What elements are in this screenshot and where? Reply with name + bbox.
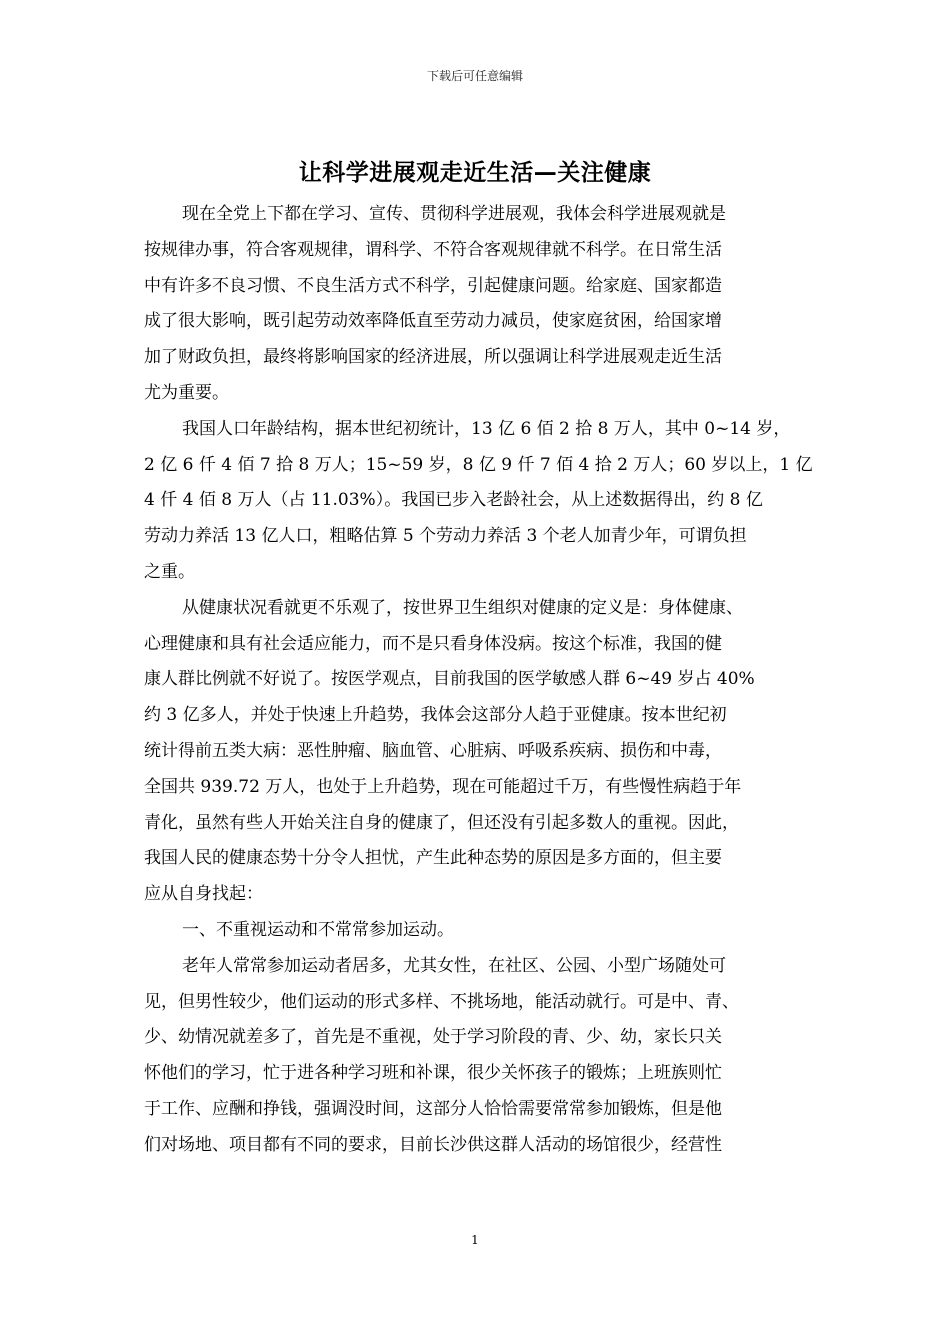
paragraph-line: 尤为重要。	[144, 382, 229, 403]
paragraph-line: 约 3 亿多人，并处于快速上升趋势，我体会这部分人趋于亚健康。按本世纪初	[144, 705, 727, 726]
paragraph-line: 们对场地、项目都有不同的要求，目前长沙供这群人活动的场馆很少，经营性	[144, 1134, 722, 1155]
paragraph-line: 加了财政负担，最终将影响国家的经济进展，所以强调让科学进展观走近生活	[144, 347, 722, 368]
paragraph-line: 于工作、应酬和挣钱，强调没时间，这部分人恰恰需要常常参加锻炼，但是他	[144, 1098, 722, 1119]
paragraph-line: 应从自身找起：	[144, 884, 263, 905]
paragraph-line: 少、幼情况就差多了，首先是不重视，处于学习阶段的青、少、幼，家长只关	[144, 1027, 722, 1048]
paragraph-line: 中有许多不良习惯、不良生活方式不科学，引起健康问题。给家庭、国家都造	[144, 275, 722, 296]
paragraph-line: 见，但男性较少，他们运动的形式多样、不挑场地，能活动就行。可是中、青、	[144, 991, 739, 1012]
paragraph-line: 统计得前五类大病：恶性肿瘤、脑血管、心脏病、呼吸系疾病、损伤和中毒，	[144, 740, 722, 761]
page-number: 1	[471, 1233, 479, 1247]
paragraph-line: 之重。	[144, 561, 195, 582]
paragraph-line: 现在全党上下都在学习、宣传、贯彻科学进展观，我体会科学进展观就是	[182, 204, 726, 224]
paragraph-line: 成了很大影响，既引起劳动效率降低直至劳动力减员，使家庭贫困，给国家增	[144, 311, 722, 332]
document-body	[144, 197, 813, 1164]
paragraph-line: 青化，虽然有些人开始关注自身的健康了，但还没有引起多数人的重视。因此，	[144, 812, 739, 833]
paragraph-line: 4 仟 4 佰 8 万人（占 11.03%）。我国已步入老龄社会，从上述数据得出，约 8 亿	[144, 490, 763, 511]
paragraph-line: 按规律办事，符合客观规律，谓科学、不符合客观规律就不科学。在日常生活	[144, 239, 722, 260]
document-title: 让科学进展观走近生活—关注健康	[298, 160, 652, 186]
paragraph-line: 怀他们的学习，忙于进各种学习班和补课，很少关怀孩子的锻炼；上班族则忙	[144, 1063, 722, 1084]
paragraph-line: 劳动力养活 13 亿人口，粗略估算 5 个劳动力养活 3 个老人加青少年，可谓负担	[144, 526, 747, 547]
paragraph-line: 2 亿 6 仟 4 佰 7 拾 8 万人；15~59 岁，8 亿 9 仟 7 佰 4 拾 2 万人；60 岁以上，1 亿	[144, 454, 813, 475]
paragraph-line: 老年人常常参加运动者居多，尤其女性，在社区、公园、小型广场随处可	[182, 955, 726, 976]
paragraph	[144, 913, 810, 949]
paragraph-line: 全国共 939.72 万人，也处于上升趋势，现在可能超过千万，有些慢性病趋于年	[144, 776, 742, 797]
paragraph	[144, 197, 810, 412]
page-header: 下载后可任意编辑	[426, 69, 523, 83]
paragraph-line: 我国人口年龄结构，据本世纪初统计，13 亿 6 佰 2 拾 8 万人，其中 0~14 岁，	[182, 418, 791, 439]
paragraph	[144, 412, 813, 591]
paragraph-line: 康人群比例就不好说了。按医学观点，目前我国的医学敏感人群 6~49 岁占 40%	[144, 669, 755, 690]
paragraph-line: 一、不重视运动和不常常参加运动。	[182, 919, 454, 940]
paragraph	[144, 949, 810, 1164]
paragraph-line: 从健康状况看就更不乐观了，按世界卫生组织对健康的定义是：身体健康、	[182, 597, 743, 618]
paragraph-line: 心理健康和具有社会适应能力，而不是只看身体没病。按这个标准，我国的健	[144, 633, 722, 654]
paragraph	[144, 591, 810, 913]
paragraph-line: 我国人民的健康态势十分令人担忧，产生此种态势的原因是多方面的，但主要	[144, 848, 722, 869]
